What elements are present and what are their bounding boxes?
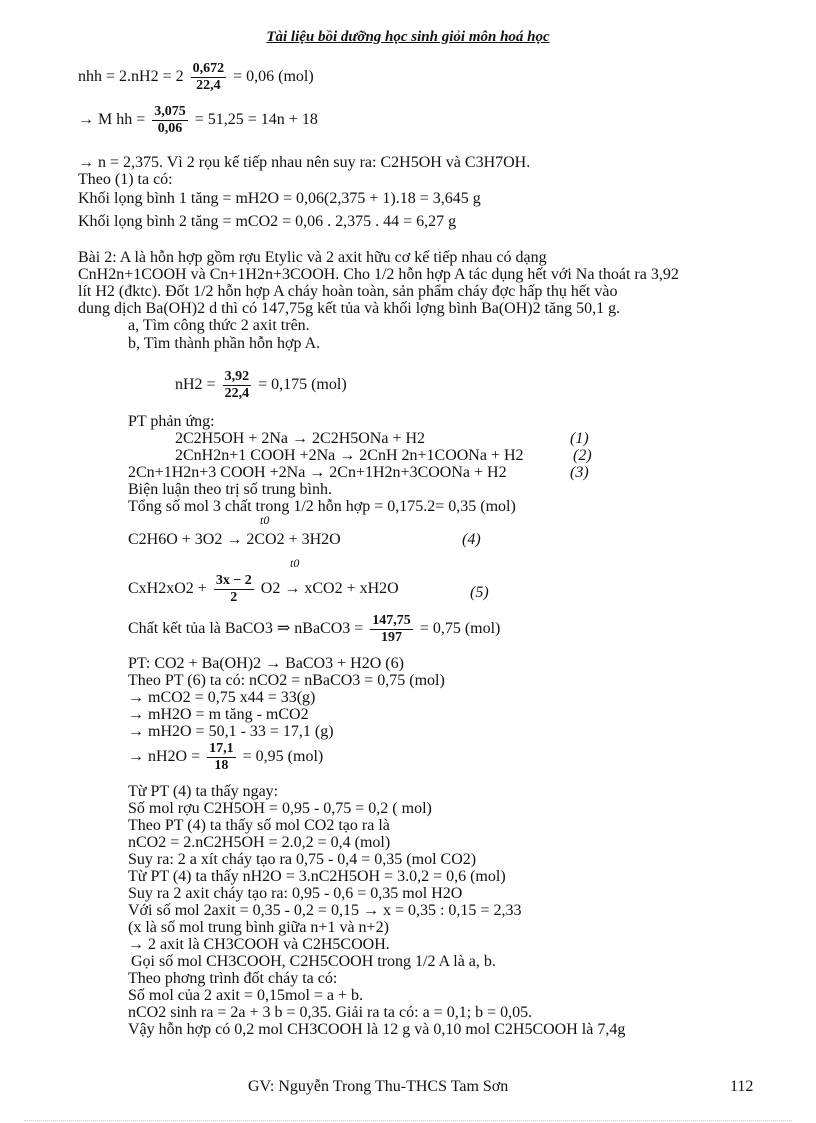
denominator: 22,4	[224, 386, 250, 401]
text-line: → mH2O = m tăng - mCO2	[128, 706, 309, 723]
text-line: → n = 2,375. Vì 2 rọu kế tiếp nhau nên suy ra: C2H5OH và C3H7OH.	[78, 154, 531, 171]
denominator: 2	[230, 590, 238, 605]
text-line: → 2 axit là CH3COOH và C2H5COOH.	[128, 936, 390, 953]
problem-question: a, Tìm công thức 2 axit trên.	[128, 317, 310, 334]
equation-nhh	[78, 62, 314, 93]
text-line: → mCO2 = 0,75 x44 = 33(g)	[128, 689, 316, 706]
eq-result: O2 → xCO2 + xH2O	[260, 580, 399, 598]
numerator: 3x − 2	[215, 573, 252, 588]
eq-result: = 0,95 (mol)	[242, 748, 324, 766]
problem-text: CnH2n+1COOH và Cn+1H2n+3COOH. Cho 1/2 hỗn hợp A tác dụng hết với Na thoát ra 3,92	[78, 266, 679, 283]
text-line: Gọi số mol CH3COOH, C2H5COOH trong 1/2 A là a, b.	[131, 953, 496, 970]
text-line: Theo PT (4) ta thấy số mol CO2 tạo ra là	[128, 817, 390, 834]
text-line: Biện luận theo trị số trung bình.	[128, 481, 332, 498]
text-line: Suy ra 2 axit cháy tạo ra: 0,95 - 0,6 = 0,35 mol H2O	[128, 885, 463, 902]
text-line: Theo phơng trình đốt cháy ta có:	[128, 970, 338, 987]
denominator: 18	[214, 758, 229, 773]
page-header: Tài liệu bồi dưỡng học sinh giỏi môn hoá học	[266, 29, 550, 45]
eq-prefix: nhh = 2.nH2 = 2	[78, 68, 184, 86]
equation-nH2O	[128, 742, 323, 773]
eq-prefix: Chất kết tủa là BaCO3 ⇒ nBaCO3 =	[128, 620, 364, 638]
text-line: Với số mol 2axit = 0,35 - 0,2 = 0,15 → x = 0,35 : 0,15 = 2,33	[128, 902, 522, 919]
reaction-number: (5)	[470, 584, 489, 601]
fraction	[207, 742, 236, 773]
eq-prefix: → M hh =	[78, 111, 146, 129]
text-line: Suy ra: 2 a xít cháy tạo ra 0,75 - 0,4 = 0,35 (mol CO2)	[128, 851, 477, 868]
temperature-label: t0	[290, 556, 300, 570]
text-line: Số mol của 2 axit = 0,15mol = a + b.	[128, 987, 364, 1004]
reaction-equation	[128, 574, 399, 605]
reaction-number: (4)	[462, 531, 481, 548]
reaction-number: (3)	[570, 464, 589, 481]
denominator: 0,06	[157, 121, 183, 136]
fraction	[191, 62, 227, 93]
text-line: Vậy hỗn hợp có 0,2 mol CH3COOH là 12 g và 0,10 mol C2H5COOH là 7,4g	[128, 1021, 626, 1038]
reaction-number: (2)	[573, 447, 592, 464]
fraction	[152, 105, 188, 136]
text-line: Từ PT (4) ta thấy nH2O = 3.nC2H5OH = 3.0,2 = 0,6 (mol)	[128, 868, 506, 885]
text-line: Theo PT (6) ta có: nCO2 = nBaCO3 = 0,75 (mol)	[128, 672, 445, 689]
reaction-equation: 2C2H5OH + 2Na → 2C2H5ONa + H2	[175, 430, 426, 447]
equation-nBaCO3	[128, 614, 500, 645]
text-line: Khối lọng bình 1 tăng = mH2O = 0,06(2,375 + 1).18 = 3,645 g	[78, 190, 481, 207]
problem-text: Bài 2: A là hỗn hợp gồm rợu Etylic và 2 axit hữu cơ kế tiếp nhau có dạng	[78, 249, 547, 266]
problem-question: b, Tìm thành phần hỗn hợp A.	[128, 335, 321, 352]
page-number: 112	[730, 1078, 754, 1095]
eq-result: = 51,25 = 14n + 18	[194, 111, 318, 129]
text-line: Từ PT (4) ta thấy ngay:	[128, 783, 279, 800]
eq-result: = 0,175 (mol)	[258, 376, 347, 394]
text-line: PT: CO2 + Ba(OH)2 → BaCO3 + H2O (6)	[128, 655, 404, 672]
text-line: Theo (1) ta có:	[78, 171, 173, 188]
temperature-label: t0	[260, 513, 270, 527]
reaction-equation: C2H6O + 3O2 → 2CO2 + 3H2O	[128, 531, 341, 548]
denominator: 22,4	[196, 78, 221, 93]
reaction-equation: 2CnH2n+1 COOH +2Na → 2CnH 2n+1COONa + H2	[175, 447, 524, 464]
fraction	[370, 614, 413, 645]
problem-text: lít H2 (đktc). Đốt 1/2 hỗn hợp A cháy hoàn toàn, sản phẩm cháy đợc hấp thụ hết vào	[78, 283, 618, 300]
fraction	[214, 574, 254, 605]
footer-author: GV: Nguyễn Trong Thu-THCS Tam Sơn	[248, 1078, 509, 1095]
reaction-equation: 2Cn+1H2n+3 COOH +2Na → 2Cn+1H2n+3COONa + H2	[128, 464, 507, 481]
text-line: (x là số mol trung bình giữa n+1 và n+2)	[128, 919, 389, 936]
text-line: Tổng số mol 3 chất trong 1/2 hỗn hợp = 0,175.2= 0,35 (mol)	[128, 498, 516, 515]
numerator: 3,075	[154, 104, 186, 119]
footer-divider	[24, 1120, 792, 1121]
denominator: 197	[381, 630, 403, 645]
problem-text: dung dịch Ba(OH)2 d thì có 147,75g kết tủa và khối lợng bình Ba(OH)2 tăng 50,1 g.	[78, 300, 621, 317]
numerator: 147,75	[372, 613, 411, 628]
eq-prefix: nH2 =	[175, 376, 216, 394]
text-line: Khối lọng bình 2 tăng = mCO2 = 0,06 . 2,375 . 44 = 6,27 g	[78, 213, 457, 230]
eq-prefix: → nH2O =	[128, 748, 201, 766]
text-line: nCO2 sinh ra = 2a + 3 b = 0,35. Giải ra ta có: a = 0,1; b = 0,05.	[128, 1004, 533, 1021]
text-line: PT phản ứng:	[128, 413, 215, 430]
fraction	[223, 370, 252, 401]
numerator: 3,92	[224, 369, 250, 384]
numerator: 0,672	[192, 61, 225, 76]
equation-mean-molar-mass	[78, 105, 318, 136]
text-line: nCO2 = 2.nC2H5OH = 2.0,2 = 0,4 (mol)	[128, 834, 391, 851]
eq-prefix: CxH2xO2 +	[128, 580, 207, 598]
text-line: → mH2O = 50,1 - 33 = 17,1 (g)	[128, 723, 334, 740]
text-line: Số mol rợu C2H5OH = 0,95 - 0,75 = 0,2 ( mol)	[128, 800, 432, 817]
numerator: 17,1	[209, 741, 234, 756]
eq-result: = 0,06 (mol)	[233, 68, 314, 86]
equation-nH2	[175, 370, 347, 401]
reaction-number: (1)	[570, 430, 589, 447]
eq-result: = 0,75 (mol)	[419, 620, 501, 638]
